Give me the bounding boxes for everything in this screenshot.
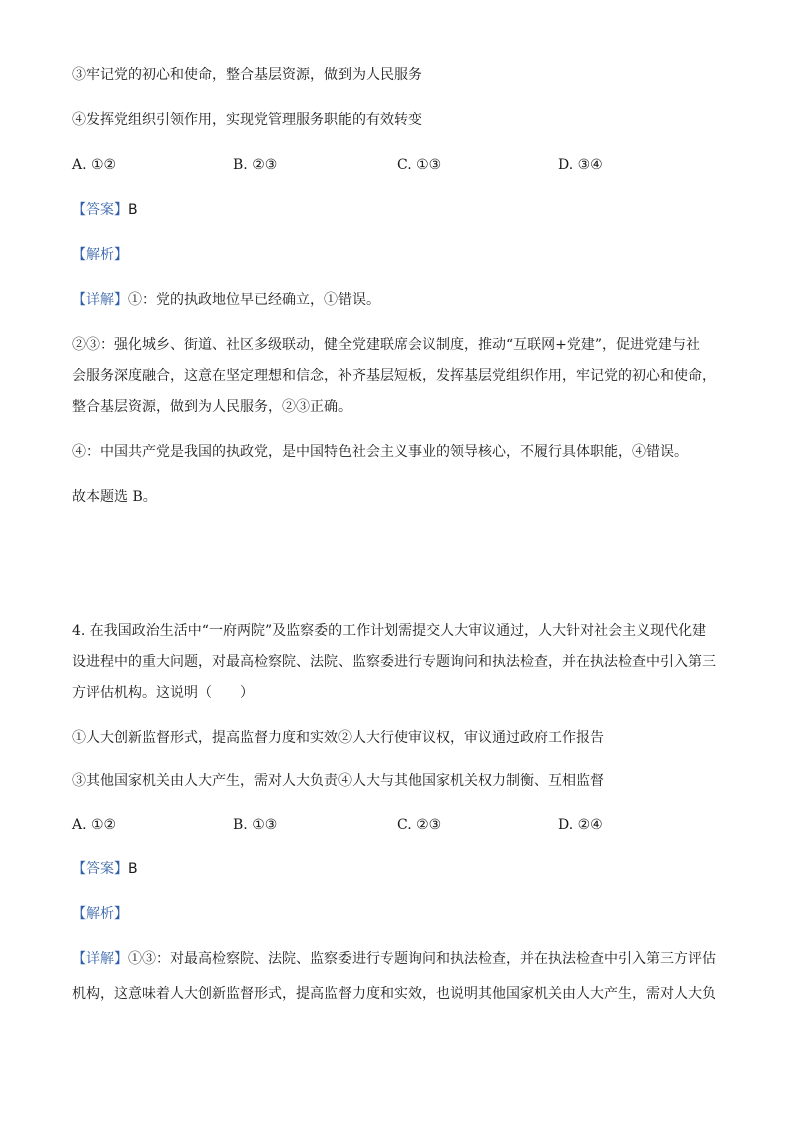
q3-analysis-heading	[72, 245, 722, 265]
q4-stem-line-1: 4. 在我国政治生活中“一府两院”及监察委的工作计划需提交人大审议通过，人大针对社会主义现代化建	[72, 623, 707, 639]
q3-options	[72, 155, 722, 175]
q3-detail-1-text: ①：党的执政地位早已经确立，①错误。	[128, 292, 380, 308]
q3-option-a: A. ①②	[72, 157, 117, 173]
q3-statement-4: ④发挥党组织引领作用，实现党管理服务职能的有效转变	[72, 112, 422, 128]
q4-stem-line-2: 设进程中的重大问题，对最高检察院、法院、监察委进行专题询问和执法检查，并在执法检查中引入第三	[72, 654, 716, 670]
q3-detail-1	[72, 290, 722, 310]
q4-detail-line-2: 机构，这意味着人大创新监督形式，提高监督力度和实效，也说明其他国家机关由人大产生，需对人大负	[72, 986, 716, 1002]
q4-option-c: C. ②③	[397, 817, 442, 833]
q4-options	[72, 815, 722, 835]
q3-option-d: D. ③④	[558, 157, 603, 173]
q3-answer	[72, 200, 722, 220]
q4-detail-line-1	[72, 949, 722, 969]
q3-detail-2-line-2: 会服务深度融合，这意在坚定理想和信念，补齐基层短板，发挥基层党组织作用，牢记党的初心和使命，	[72, 368, 716, 384]
q3-detail-2-line-1: ②③：强化城乡、街道、社区多级联动，健全党建联席会议制度，推动“互联网+党建”，促进党建与社	[72, 337, 701, 353]
q4-detail-tag: 【详解】	[72, 951, 128, 967]
q4-statements-3-4: ③其他国家机关由人大产生，需对人大负责④人大与其他国家机关权力制衡、互相监督	[72, 773, 604, 789]
q4-answer-tag: 【答案】	[72, 861, 128, 877]
q3-detail-2-line-3: 整合基层资源，做到为人民服务，②③正确。	[72, 399, 352, 415]
q3-statement-3: ③牢记党的初心和使命，整合基层资源，做到为人民服务	[72, 67, 422, 83]
q4-option-a: A. ①②	[72, 817, 117, 833]
q3-conclusion: 故本题选 B。	[72, 489, 157, 505]
q3-analysis-tag: 【解析】	[72, 247, 128, 263]
q3-detail-tag: 【详解】	[72, 292, 128, 308]
q3-option-b: B. ②③	[233, 157, 278, 173]
q4-stem-line-3: 方评估机构。这说明（ ）	[72, 685, 254, 701]
q3-answer-value: B	[128, 202, 138, 218]
q3-detail-3: ④：中国共产党是我国的执政党，是中国特色社会主义事业的领导核心，不履行具体职能，④错误。	[72, 444, 688, 460]
q4-option-d: D. ②④	[558, 817, 603, 833]
q4-analysis-tag: 【解析】	[72, 906, 128, 922]
q4-answer	[72, 859, 722, 879]
q4-detail-line-1-text: ①③：对最高检察院、法院、监察委进行专题询问和执法检查，并在执法检查中引入第三方评估	[128, 951, 716, 967]
q3-answer-tag: 【答案】	[72, 202, 128, 218]
q3-option-c: C. ①③	[397, 157, 442, 173]
q4-statements-1-2: ①人大创新监督形式，提高监督力度和实效②人大行使审议权，审议通过政府工作报告	[72, 730, 604, 746]
q4-answer-value: B	[128, 861, 138, 877]
q4-analysis-heading	[72, 904, 722, 924]
q4-option-b: B. ①③	[233, 817, 278, 833]
